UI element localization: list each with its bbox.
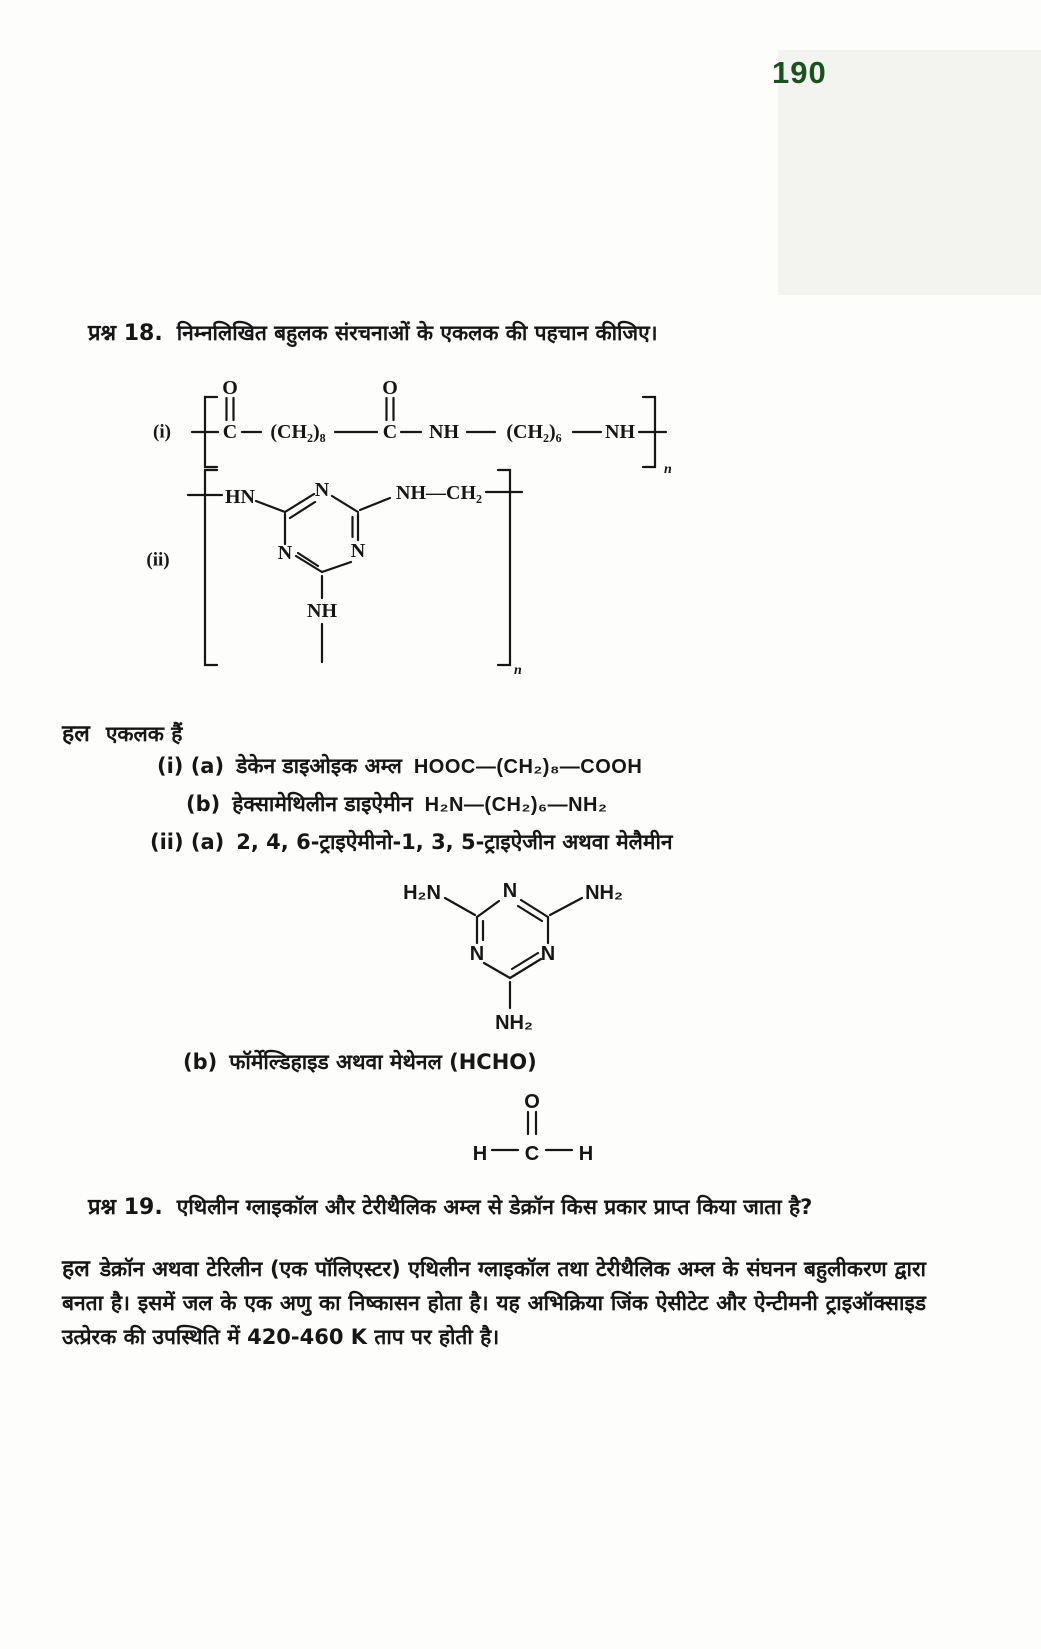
- single-bonds: [445, 898, 582, 1008]
- solution-intro: एकलक हैं: [105, 722, 183, 746]
- question-19: [88, 1192, 812, 1223]
- ring-nitrogen-left: N: [277, 542, 293, 564]
- solution-label: हल: [62, 1256, 90, 1282]
- atom-o: O: [524, 1091, 540, 1113]
- ring-nitrogen-top: N: [502, 880, 518, 902]
- formaldehyde-structure-diagram: [440, 1088, 630, 1170]
- ring-nitrogen-left: N: [469, 943, 485, 965]
- solution-item-i-a: [157, 752, 642, 780]
- group-nh2-bottom: NH₂: [495, 1012, 533, 1034]
- ring-nitrogen-right: N: [540, 943, 556, 965]
- carbonyl-double-bonds: [227, 398, 394, 420]
- item-text: 2, 4, 6-ट्राइऐमीनो-1, 3, 5-ट्राइऐजीन अथवा मेलैमीन: [236, 830, 673, 854]
- solution-19-paragraph: [62, 1252, 926, 1354]
- atom-c: C: [524, 1143, 540, 1165]
- item-index: (b): [183, 1050, 218, 1074]
- structure-i-index: (i): [153, 421, 171, 443]
- item-index: (ii) (a): [150, 830, 225, 854]
- item-text: हेक्सामेथिलीन डाइऐमीन: [232, 792, 413, 816]
- item-text: डेकेन डाइओइक अम्ल: [236, 754, 402, 778]
- structure-ii-polymer-diagram: [140, 460, 540, 685]
- group-nh1: NH: [429, 421, 459, 443]
- repeat-subscript-n: n: [664, 462, 672, 477]
- atom-c1: C: [222, 421, 238, 443]
- atom-h-left: H: [472, 1143, 488, 1165]
- atom-c2: C: [382, 421, 398, 443]
- group-h2n-left: H₂N: [403, 882, 441, 904]
- page-number: 190: [772, 55, 827, 90]
- question-18-label: प्रश्न 18.: [88, 321, 163, 346]
- solution-text: डेक्रॉन अथवा टेरिलीन (एक पॉलिएस्टर) एथिलीन ग्लाइकॉल तथा टेरीथैलिक अम्ल के संघनन बहुलीकरण द्वारा बनता है। इसमें जल के एक अणु का निष्कासन होता है। यह अभिक्रिया जिंक ऐसीटेट और ऐन्टीमनी ट्राइऑक्साइड उत्प्रेरक की उपस्थिति में 420-460 K ताप पर होती है।: [62, 1257, 926, 1349]
- chain-ch2-8: (CH₂)₈: [270, 421, 326, 443]
- item-index: (i) (a): [157, 754, 225, 778]
- item-index: (b): [186, 792, 221, 816]
- question-18: [88, 318, 658, 349]
- repeat-subscript-n: n: [514, 663, 522, 678]
- single-bonds: [188, 492, 522, 662]
- chain-ch2-6: (CH₂)₆: [506, 421, 562, 443]
- ring-nitrogen-right: N: [350, 540, 366, 562]
- question-19-label: प्रश्न 19.: [88, 1195, 163, 1220]
- group-nh2-right: NH₂: [585, 882, 623, 904]
- group-nh2: NH: [605, 421, 635, 443]
- left-bracket: [205, 470, 217, 665]
- group-hn-left: HN: [225, 486, 255, 508]
- solution-label: हल: [62, 721, 90, 747]
- solution-item-i-b: [186, 790, 607, 818]
- atom-o1: O: [222, 377, 238, 399]
- melamine-structure-diagram: [390, 840, 680, 1040]
- question-19-text: एथिलीन ग्लाइकॉल और टेरीथैलिक अम्ल से डेक्रॉन किस प्रकार प्राप्त किया जाता है?: [176, 1195, 813, 1219]
- carbonyl-double-bond: [528, 1112, 536, 1134]
- solution-item-ii-b: [183, 1048, 537, 1076]
- solution-18-heading: [62, 716, 182, 748]
- atom-o2: O: [382, 377, 398, 399]
- right-bracket: [498, 470, 510, 665]
- question-18-text: निम्नलिखित बहुलक संरचनाओं के एकलक की पहचान कीजिए।: [176, 321, 658, 345]
- atom-h-right: H: [578, 1143, 594, 1165]
- item-formula: HOOC—(CH₂)₈—COOH: [413, 756, 643, 778]
- ring-nitrogen-top: N: [314, 479, 330, 501]
- structure-ii-index: (ii): [146, 549, 170, 571]
- item-text: फॉर्मेल्डिहाइड अथवा मेथेनल (HCHO): [229, 1050, 537, 1074]
- group-nh-bottom: NH: [307, 600, 337, 622]
- item-formula: H₂N—(CH₂)₆—NH₂: [424, 794, 608, 816]
- group-nh-ch2-right: NH—CH₂: [396, 482, 482, 504]
